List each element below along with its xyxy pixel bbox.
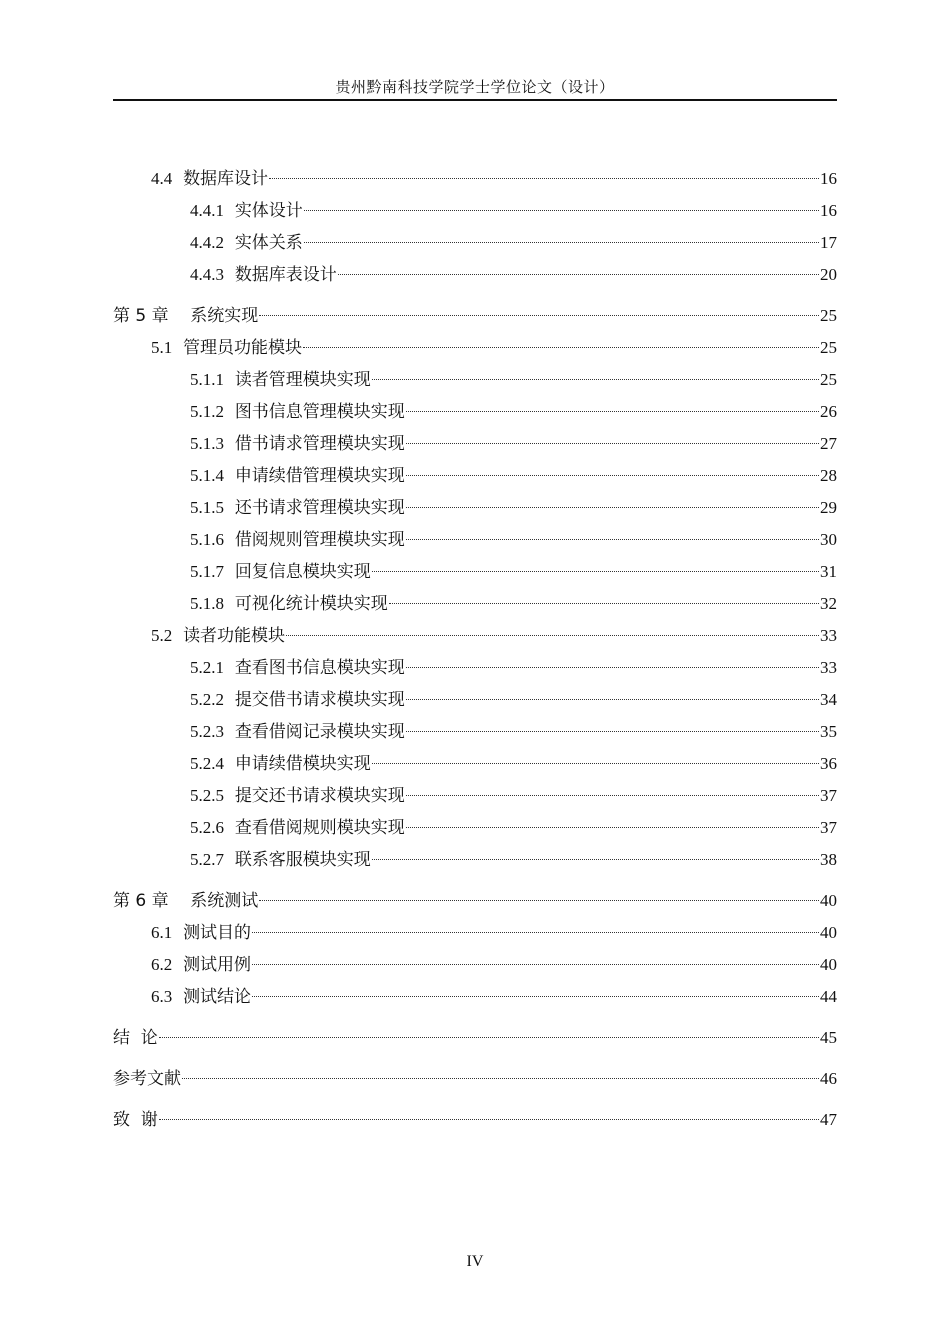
toc-entry-5-1[interactable] [113, 332, 837, 364]
toc-title: 联系客服模块实现 [234, 850, 371, 870]
toc-entry-6-2[interactable] [113, 949, 837, 981]
toc-leader [304, 242, 819, 243]
toc-number: 5.2.7 [190, 850, 224, 869]
page-number: IV [466, 1253, 484, 1270]
toc-page: 44 [820, 987, 837, 1006]
toc-entry-5-2-7[interactable] [113, 844, 837, 876]
toc-entry-4-4-2[interactable] [113, 227, 837, 259]
toc-page: 40 [820, 891, 837, 910]
toc-number: 5.2.5 [190, 786, 224, 805]
toc-title: 提交还书请求模块实现 [234, 786, 405, 806]
toc-page: 32 [820, 594, 837, 613]
toc-title: 致 谢 [113, 1110, 158, 1130]
toc-leader [406, 699, 819, 700]
toc-page: 37 [820, 818, 837, 837]
toc-page: 17 [820, 233, 837, 252]
toc-number: 4.4.3 [190, 265, 224, 284]
toc-number: 4.4.1 [190, 201, 224, 220]
toc-page: 47 [820, 1110, 837, 1129]
toc-leader [406, 667, 819, 668]
toc-entry-5-2-1[interactable] [113, 652, 837, 684]
toc-entry-chapter-5[interactable] [113, 300, 837, 332]
page-header-title: 贵州黔南科技学院学士学位论文（设计） [335, 78, 615, 96]
toc-number: 第 6 章 [113, 891, 169, 911]
toc-number: 5.1.3 [190, 434, 224, 453]
toc-page: 28 [820, 466, 837, 485]
toc-leader [182, 1078, 819, 1079]
toc-entry-acknowledgements[interactable] [113, 1104, 837, 1136]
toc-page: 36 [820, 754, 837, 773]
toc-title: 系统测试 [190, 891, 259, 911]
toc-page: 27 [820, 434, 837, 453]
toc-number: 5.1.4 [190, 466, 224, 485]
toc-entry-5-1-1[interactable] [113, 364, 837, 396]
toc-leader [303, 347, 819, 348]
toc-number: 5.2.3 [190, 722, 224, 741]
toc-number: 第 5 章 [113, 306, 169, 326]
toc-entry-5-2-5[interactable] [113, 780, 837, 812]
toc-page: 20 [820, 265, 837, 284]
toc-entry-5-1-8[interactable] [113, 588, 837, 620]
toc-entry-5-2-4[interactable] [113, 748, 837, 780]
toc-title: 结 论 [113, 1028, 158, 1048]
toc-title: 读者管理模块实现 [234, 370, 371, 390]
toc-page: 38 [820, 850, 837, 869]
toc-page: 29 [820, 498, 837, 517]
toc-title: 查看图书信息模块实现 [234, 658, 405, 678]
toc-number: 5.2.4 [190, 754, 224, 773]
toc-number: 5.1.6 [190, 530, 224, 549]
toc-page: 16 [820, 201, 837, 220]
toc-title: 参考文献 [113, 1069, 181, 1089]
toc-page: 45 [820, 1028, 837, 1047]
toc-title: 查看借阅规则模块实现 [234, 818, 405, 838]
toc-title: 回复信息模块实现 [234, 562, 371, 582]
toc-leader [389, 603, 819, 604]
toc-leader [406, 475, 819, 476]
toc-number: 6.3 [151, 987, 173, 1006]
toc-leader [406, 827, 819, 828]
toc-title: 还书请求管理模块实现 [234, 498, 405, 518]
toc-number: 4.4 [151, 169, 173, 188]
toc-number: 5.1.1 [190, 370, 224, 389]
toc-number: 5.1.2 [190, 402, 224, 421]
toc-leader [259, 315, 819, 316]
toc-entry-references[interactable] [113, 1063, 837, 1095]
toc-page: 40 [820, 923, 837, 942]
toc-number: 5.2 [151, 626, 173, 645]
toc-entry-5-2-3[interactable] [113, 716, 837, 748]
toc-leader [159, 1119, 819, 1120]
toc-leader [372, 859, 819, 860]
toc-title: 系统实现 [190, 306, 259, 326]
toc-entry-6-3[interactable] [113, 981, 837, 1013]
header-rule [113, 99, 837, 101]
toc-entry-conclusion[interactable] [113, 1022, 837, 1054]
toc-page: 40 [820, 955, 837, 974]
toc-leader [159, 1037, 819, 1038]
toc-leader [286, 635, 819, 636]
toc-title: 实体设计 [234, 201, 303, 221]
toc-entry-5-2-6[interactable] [113, 812, 837, 844]
toc-leader [372, 379, 819, 380]
toc-title: 管理员功能模块 [183, 338, 303, 358]
toc-number: 5.1.5 [190, 498, 224, 517]
toc-page: 25 [820, 306, 837, 325]
toc-page: 30 [820, 530, 837, 549]
toc-page: 33 [820, 658, 837, 677]
toc-page: 37 [820, 786, 837, 805]
toc-number: 5.1.7 [190, 562, 224, 581]
toc-leader [269, 178, 819, 179]
toc-entry-5-1-3[interactable] [113, 428, 837, 460]
toc-title: 数据库表设计 [234, 265, 337, 285]
toc-title: 可视化统计模块实现 [234, 594, 388, 614]
toc-leader [252, 996, 819, 997]
toc-title: 测试用例 [183, 955, 252, 975]
toc-leader [406, 731, 819, 732]
toc-number: 6.1 [151, 923, 173, 942]
toc-title: 借书请求管理模块实现 [234, 434, 405, 454]
toc-entry-4-4-3[interactable] [113, 259, 837, 291]
toc-leader [252, 964, 819, 965]
toc-leader [259, 900, 819, 901]
toc-entry-chapter-6[interactable] [113, 885, 837, 917]
toc-entry-5-2-2[interactable] [113, 684, 837, 716]
toc-leader [406, 539, 819, 540]
toc-title: 测试结论 [183, 987, 252, 1007]
toc-leader [406, 411, 819, 412]
toc-entry-5-1-7[interactable] [113, 556, 837, 588]
toc-page: 26 [820, 402, 837, 421]
toc-number: 5.1.8 [190, 594, 224, 613]
toc-title: 读者功能模块 [183, 626, 286, 646]
toc-leader [372, 763, 819, 764]
toc-number: 5.2.6 [190, 818, 224, 837]
toc-title: 图书信息管理模块实现 [234, 402, 405, 422]
toc-leader [406, 795, 819, 796]
toc-page: 31 [820, 562, 837, 581]
toc-leader [406, 507, 819, 508]
toc-entry-5-2[interactable] [113, 620, 837, 652]
toc-number: 5.2.1 [190, 658, 224, 677]
toc-page: 33 [820, 626, 837, 645]
toc-title: 测试目的 [183, 923, 252, 943]
toc-number: 5.1 [151, 338, 173, 357]
toc-leader [252, 932, 819, 933]
toc-page: 35 [820, 722, 837, 741]
toc-leader [372, 571, 819, 572]
toc-title: 提交借书请求模块实现 [234, 690, 405, 710]
toc-leader [304, 210, 819, 211]
toc-entry-5-1-5[interactable] [113, 492, 837, 524]
toc-page: 46 [820, 1069, 837, 1088]
toc-leader [406, 443, 819, 444]
toc-title: 实体关系 [234, 233, 303, 253]
toc-page: 34 [820, 690, 837, 709]
toc-page: 25 [820, 370, 837, 389]
toc-entry-6-1[interactable] [113, 917, 837, 949]
toc-leader [338, 274, 819, 275]
toc-title: 查看借阅记录模块实现 [234, 722, 405, 742]
toc-entry-5-1-4[interactable] [113, 460, 837, 492]
toc-title: 借阅规则管理模块实现 [234, 530, 405, 550]
toc-title: 申请续借模块实现 [234, 754, 371, 774]
toc-entry-5-1-6[interactable] [113, 524, 837, 556]
toc-page: 16 [820, 169, 837, 188]
toc-page: 25 [820, 338, 837, 357]
table-of-contents [113, 163, 837, 1136]
toc-entry-4-4[interactable] [113, 163, 837, 195]
toc-title: 申请续借管理模块实现 [234, 466, 405, 486]
toc-number: 5.2.2 [190, 690, 224, 709]
toc-title: 数据库设计 [183, 169, 269, 189]
toc-number: 6.2 [151, 955, 173, 974]
toc-number: 4.4.2 [190, 233, 224, 252]
toc-entry-5-1-2[interactable] [113, 396, 837, 428]
toc-entry-4-4-1[interactable] [113, 195, 837, 227]
